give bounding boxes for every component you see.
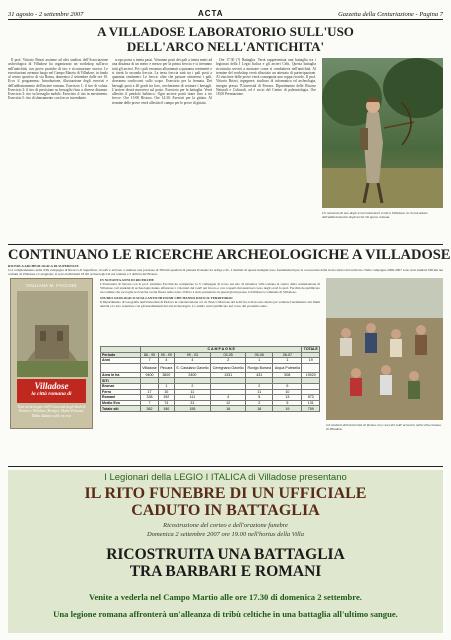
banner-title-2 (8, 546, 443, 580)
table-cell: 13 (273, 395, 302, 401)
table-cell: Villadose (141, 363, 159, 372)
table-cell: Medio Evo (101, 400, 141, 406)
middle-sub1: IN NOVANTA ANNI DI RICERCHE (100, 278, 154, 282)
table-cell: Ferro (101, 389, 141, 395)
book-title-line1: Villadose (34, 381, 69, 391)
table-row (101, 406, 320, 412)
book-cover (10, 278, 93, 429)
book-author: GIULIANA M. FACCHIN (26, 283, 77, 288)
banner-italic-2: Domenica 2 settembre 2007 ore 19.00 nell'hortus della Villa (147, 531, 304, 538)
table-cell: 12 (211, 400, 246, 406)
table-cell: 5 (246, 395, 273, 401)
excavation-photo-caption: Gli studenti dell'università di Verona con i soci del GAV al lavoro nella villa romana di Villadose. (326, 423, 441, 431)
table-cell: 2400 (174, 372, 211, 378)
banner-footer-2: Una legione romana affronterà un'alleanza di tribù celtiche in una battaglia all'ultimo sangue. (53, 609, 398, 619)
header-rule (8, 19, 443, 20)
table-cell: 88 - 95 (141, 352, 159, 358)
table-cell: Periodo (101, 352, 141, 358)
table-cell: 10 (273, 389, 302, 395)
table-cell: Rovigo Borsea (246, 363, 273, 372)
middle-intro-text: Col completamento della XIX campagna di Ricerca di Superficie, il GAV è arrivato a studiare una porzione di 390 km quadrati di pianura Polesine tra Adige e Po. I risultati di queste indagini sono fondamentali per la conoscenza della storia antica del territorio. Nella campagna 2006-2007 sono stati studiati 348 km nei comuni di Villadose e Ceregnano; si sono individuati 18 siti archeologici di età romana e 2 dell'età del Bronzo. (8, 268, 443, 276)
table-cell: 573 (302, 395, 320, 401)
table-cell: 74 (159, 400, 175, 406)
table-cell: 155 (174, 406, 211, 412)
table-cell: Pincara (159, 363, 175, 372)
table-cell: 111 (174, 395, 211, 401)
archer-photo-image (322, 58, 443, 208)
table-cell: Arquà Polesella (273, 363, 302, 372)
middle-article-title: CONTINUANO LE RICERCHE ARCHEOLOGICHE A VILLADOSE (8, 247, 451, 263)
table-cell: 2 (246, 383, 273, 389)
table-cell: Romani (101, 395, 141, 401)
table-cell: Area in ha (101, 372, 141, 378)
table-cell: 1331 (211, 372, 246, 378)
table-cell (302, 363, 320, 372)
top-article-title (8, 24, 443, 54)
top-col-1 (8, 58, 108, 238)
table-cell: 2 (211, 358, 246, 364)
table-cell: 362 (141, 406, 159, 412)
top-col-2 (112, 58, 212, 238)
banner-title-2-line1: RICOSTRUITA UNA BATTAGLIA (106, 546, 345, 563)
excavation-photo-image (326, 278, 443, 420)
banner-title-1-line2: CADUTO IN BATTAGLIA (131, 502, 320, 519)
banner-title-1-line1: IL RITO FUNEBRE DI UN UFFICIALE (84, 485, 367, 502)
table-cell: 19 (273, 406, 302, 412)
table-cell: 06-07 (273, 352, 302, 358)
book-subtitle: Testi archeologici dell'Università degli Studi di Verona a Villadose (Rovigo). Medio Polesine. Dalla didattica alla ricerca (17, 405, 86, 418)
top-col-3 (216, 58, 316, 238)
table-cell: 338 (141, 395, 159, 401)
table-cell: 03-05 (211, 352, 246, 358)
table-cell: 4 (211, 395, 246, 401)
table-cell: 18 (246, 406, 273, 412)
table-cell: 11 (174, 389, 211, 395)
table-cell: 431 (246, 372, 273, 378)
table-row (101, 363, 320, 372)
legio-banner (8, 470, 443, 633)
middle-body1: L'Università di Verona con la prof. Giuliana Facchin ha completato la V campagna di scavo sul sito di un'antica villa romana al centro della centuriazione di Villadose. Gli studenti di archeologia hanno affiancato i volontari del GAV nel lavoro e con i reperti rinvenuti nel corso degli scavi la prof. Facchin ha pubblicato un volume che raccoglie le ricerche svolte finora nella zona. Il libro è stato presentato in questi giorni presso la biblioteca comunale di Villadose. (100, 282, 320, 294)
table-cell: S. Cassiano Gavello (174, 363, 211, 372)
page-number: Gazzetta della Centuriazione - Pagina 7 (338, 11, 443, 18)
table-cell: 7 (141, 400, 159, 406)
table-cell: 508 (273, 372, 302, 378)
top-col-1-text: Il prof. Vittorio Brizzi assieme ad altri studiosi dell'Associazione archeologica di Villadose ha organizzato un workshop sull'arco nell'antichità, con prove pratiche di tiro e ricostruzione storica. Le esercitazioni avranno luogo nel Campo Marzio di Villadose, in fondo al centro sportivo di via Roma, domenica 2 settembre dalle ore 10. Ecco il programma: Introduzione, illustrazione degli esercizi e dell'addestramento dell'arciere romano. Esercizio 1: il tiro di volata. Esercizio 2: il tiro di precisione su bersaglio fisso a diverse distanze. Esercizio 3: tiro su bersaglio mobile. Esercizio 4: tiro in movimento. Esercizio 5: tiro di sbarramento con frecce incendiarie. (8, 58, 108, 101)
middle-intro (8, 264, 443, 278)
table-cell: 131 (302, 400, 320, 406)
banner-title-2-line2: TRA BARBARI E ROMANI (129, 563, 322, 580)
middle-col-text (100, 278, 320, 336)
table-cell: 9400 (141, 372, 159, 378)
table-cell: 05-06 (246, 352, 273, 358)
table-cell: Bronzo (101, 383, 141, 389)
table-cell (101, 363, 141, 372)
archer-photo (322, 58, 443, 208)
table-cell: 19 (302, 358, 320, 364)
section-rule-2 (8, 466, 443, 467)
top-col-2-text: scopo posta a trenta passi. Verranno posti dei pali a trenta metri ad una distanza di un metro e mezzo per la prima freccia e si tireranno tutti gli arcieri. Poi i pali verranno allontanati a quaranta centimetri e si tirerà la seconda freccia. La terza freccia sarà tra i pali posti a quaranta centimetri. Le frecce, oltre che passare attraverso i pali, dovranno conficcarsi sullo scopo. Esercizio per la fermata. Dei bersagli posti a 40 gradi tra loro, cercheranno di centrare i bersagli. L'arciere dovrà muoversi sul posto. Esercizio per la battaglia. Verrà allestito il pendolo balistico. Ogni arciere potrà tirare fino a tre frecce. Ore 13-00 Ristoro. Ore 14.30: Esercizi per la gittata. Al termine delle prove verrà allestito il campo per le prove di gittata. (112, 58, 212, 105)
top-col-3-text: Ore 17.30 (?) Battaglia. Verrà rappresentata una battaglia tra i legionari della I Legio Italica e gli arcieri Celti. Questa battaglia ricostruita servirà a mostrare come si combatteva nell'antichità. Al termine del workshop verrà rilasciato un attestato di partecipazione. Al vincitore delle prove verrà consegnata una coppa ricordo. Il prof. Vittorio Brizzi, ingegnere, studioso di informatica ed archeologia, insegna presso l'Università di Ferrara. Dipartimento delle Risorse Naturali e Culturali, ed è socio del Centro di paleontologia. Ore 18,00 Premiazione. (216, 58, 316, 96)
table-cell: 5 (273, 383, 302, 389)
top-title-line2: DELL'ARCO NELL'ANTICHITA' (126, 39, 325, 54)
table-cell: Ceregnano Gavello (211, 363, 246, 372)
table-cell: 3600 (159, 372, 175, 378)
table-cell: 10 (159, 389, 175, 395)
table-cell: SITI (101, 378, 141, 384)
book-title (17, 379, 86, 403)
table-head-right: TOTALE (303, 347, 318, 352)
page-header (8, 4, 443, 18)
table-cell: 4 (159, 358, 175, 364)
archer-photo-caption: Un momento di uno degli scorsi laboratori svolti a Villadose: la ricostruzione dell'addestramento degli arcieri di epoca romana. (322, 211, 428, 219)
table-cell: 1 (246, 358, 273, 364)
table-cell: 16 (211, 406, 246, 412)
table-cell: 190 (159, 406, 175, 412)
table-cell: 17 (141, 389, 159, 395)
table-cell: 4 (174, 358, 211, 364)
banner-italic-1: Ricostruzione del corteo e dell'orazione funebre (163, 522, 288, 529)
table-cell: 31 (174, 400, 211, 406)
table-head-center: C A M P A G N E (141, 347, 302, 353)
banner-intro: I Legionari della LEGIO I ITALICA di Villadose presentano (104, 472, 347, 483)
acta-logo: ACTA (197, 9, 224, 18)
table-cell: 11 (246, 389, 273, 395)
table-cell: 7 (141, 358, 159, 364)
table-cell: 99 - 03 (174, 352, 211, 358)
table-cell: 19020 (302, 372, 320, 378)
table-cell: Totale siti (101, 406, 141, 412)
issue-date: 31 agosto - 2 settembre 2007 (8, 11, 84, 18)
table-cell: Anni (101, 358, 141, 364)
section-rule-1 (8, 244, 443, 245)
table-cell: 2 (174, 383, 211, 389)
excavation-photo (326, 278, 443, 420)
table-cell: 5 (273, 400, 302, 406)
book-title-line2: la città romana di (31, 391, 72, 397)
table-cell: 759 (302, 406, 320, 412)
middle-sub2: STUDIO GEOLOGICO SUGLI ANTICHI FIUMI CHE HANNO DATO IL TERRITORIO (100, 296, 233, 300)
campaign-table (100, 346, 320, 412)
table-cell: 2 (246, 400, 273, 406)
book-cover-illustration (17, 291, 88, 377)
middle-body2: Il Dipartimento di Geografia dell'Università di Padova in collaborazione col dr. Enrico Marrone del GAV ha avviato uno studio per valutare l'andamento dei fiumi antichi e la loro relazione con gli insediamenti dei siti archeologici. Lo studio verrà pubblicato nel corso del prossimo anno. (100, 300, 320, 308)
table-cell: 1 (159, 383, 175, 389)
middle-intro-title: RICERCA ARCHEOLOGICA DI SUPERFICIE (8, 264, 79, 268)
book-cover-photo (17, 291, 88, 377)
table-cell: 1 (273, 358, 302, 364)
table-cell: 192 (159, 395, 175, 401)
top-title-line1: A VILLADOSE LABORATORIO SULL'USO (97, 24, 354, 39)
banner-footer-1: Venite a vederla nel Campo Martio alle ore 17.30 di domenica 2 settembre. (89, 592, 362, 602)
table-cell: 95 - 99 (159, 352, 175, 358)
banner-title-1 (8, 485, 443, 519)
